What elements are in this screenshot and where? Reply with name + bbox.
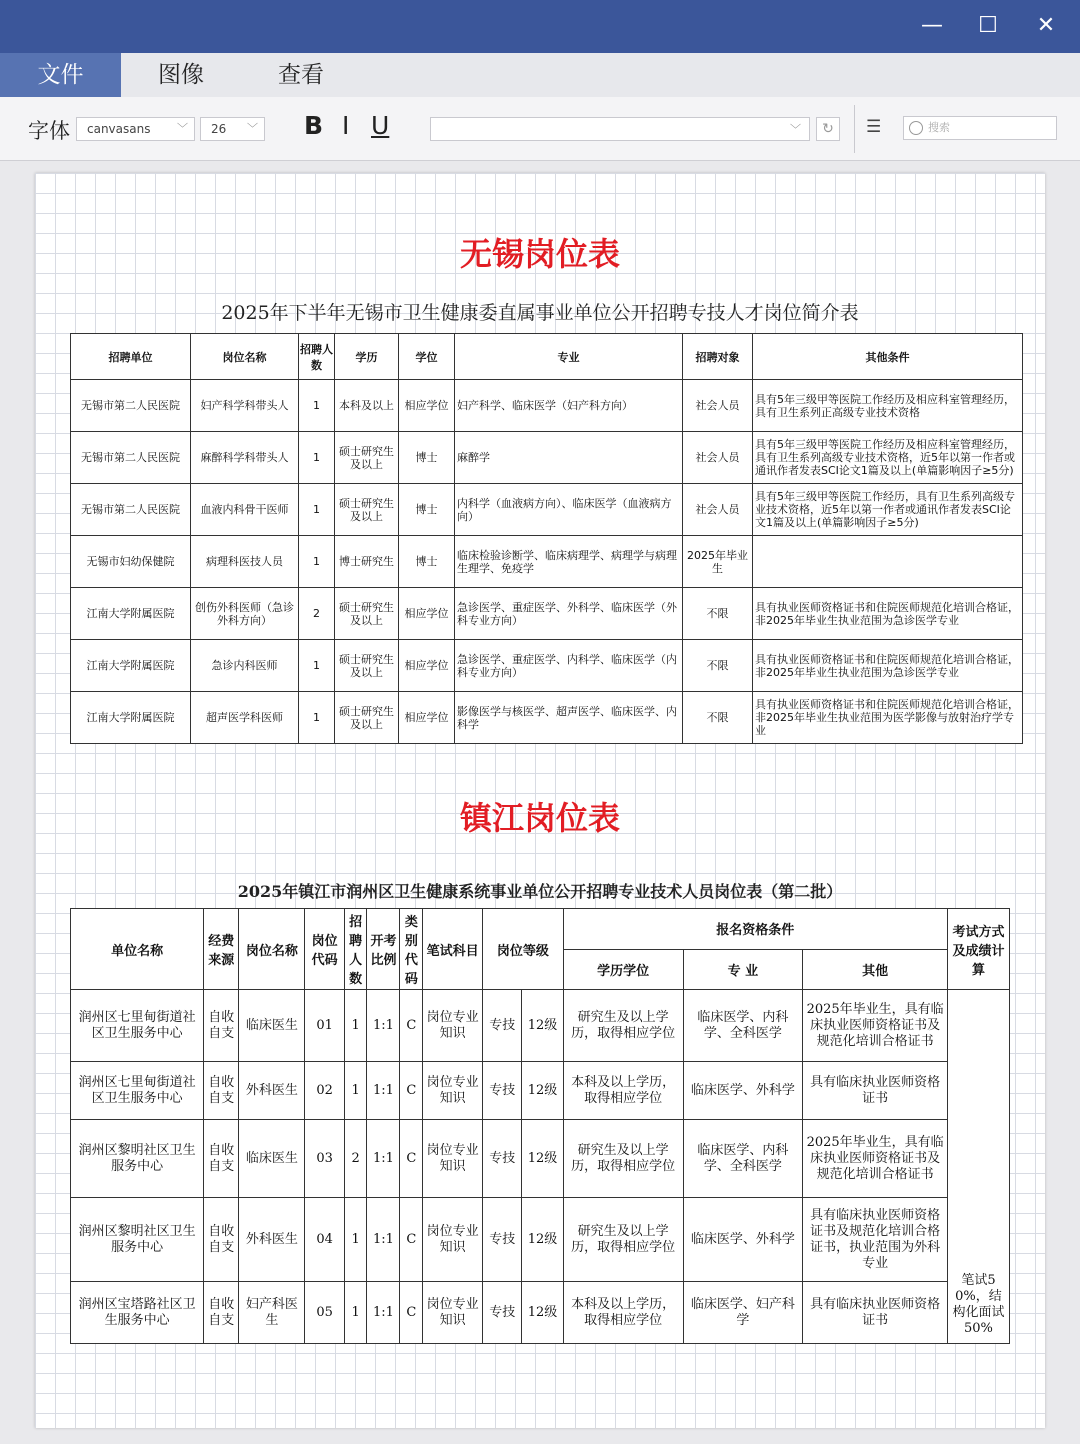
table-row [71,432,1023,484]
method-note: 笔试50%，结构化面试50% [947,990,1009,1344]
search-placeholder: 搜索 [928,121,950,134]
table-cell: 专技 [483,1198,522,1282]
table-cell: 岗位专业知识 [423,1198,483,1282]
table-row [71,692,1023,744]
table-cell: 1 [299,640,335,692]
table-cell: 相应学位 [399,588,455,640]
table-cell: 内科学（血液病方向）、临床医学（血液病方向） [455,484,683,536]
table-cell: 麻醉科学科带头人 [191,432,299,484]
table-cell: 妇产科学科带头人 [191,380,299,432]
search-input[interactable] [903,116,1057,140]
table-cell: 博士 [399,432,455,484]
table-cell: 12级 [522,1282,563,1344]
table-cell: 2025年毕业生，具有临床执业医师资格证书及规范化培训合格证书 [803,990,948,1062]
table-cell: 硕士研究生及以上 [335,640,399,692]
table-cell: 研究生及以上学历，取得相应学位 [563,1120,683,1198]
menu-file[interactable]: 文件 [0,53,121,97]
table-row [71,990,1010,1062]
table-cell: 自收自支 [204,1198,239,1282]
table-cell: 博士 [399,536,455,588]
table-cell: 硕士研究生及以上 [335,588,399,640]
table-header-cell: 经费来源 [204,909,239,990]
table-cell: 1 [344,1062,367,1120]
table-header-cell: 报名资格条件 [563,909,947,950]
menu-image[interactable]: 图像 [158,62,204,88]
table-cell: 2025年毕业生 [683,536,753,588]
table-header-cell: 招聘人数 [344,909,367,990]
table-header-cell: 招聘对象 [683,334,753,380]
table-cell: 临床医学、内科学、全科医学 [683,1120,803,1198]
table-cell: 润州区黎明社区卫生服务中心 [71,1120,204,1198]
table-header-row [71,909,1010,950]
table-cell: 岗位专业知识 [423,1062,483,1120]
search-icon [909,121,923,135]
table-cell: 具有执业医师资格证书和住院医师规范化培训合格证，非2025年毕业生执业范围为急诊医学专业 [753,640,1023,692]
table-cell: 具有5年三级甲等医院工作经历及相应科室管理经历，具有卫生系列正高级专业技术资格 [753,380,1023,432]
table-cell: 急诊内科医师 [191,640,299,692]
table-cell: 1 [344,1198,367,1282]
table-cell: 具有5年三级甲等医院工作经历，具有卫生系列高级专业技术资格，近5年以第一作者或通讯作者发表SCI论文1篇及以上(单篇影响因子≥5分) [753,484,1023,536]
table-header-cell: 学历 [335,334,399,380]
table-cell: 润州区七里甸街道社区卫生服务中心 [71,990,204,1062]
table-cell: 江南大学附属医院 [71,640,191,692]
table-row [71,1282,1010,1344]
table-header-cell: 专业 [455,334,683,380]
table-cell: 04 [305,1198,344,1282]
table-header-cell: 学历学位 [563,949,683,990]
table-header-cell: 岗位名称 [191,334,299,380]
table-cell: 无锡市第二人民医院 [71,432,191,484]
table-cell: 岗位专业知识 [423,990,483,1062]
table-cell: 1 [299,432,335,484]
table-header-cell: 其他 [803,949,948,990]
zhenjiang-table [70,908,1010,1344]
table-cell: 创伤外科医师（急诊外科方向） [191,588,299,640]
table-cell: 具有临床执业医师资格证书 [803,1062,948,1120]
table-header-cell: 岗位等级 [483,909,564,990]
table-cell: 1 [344,1282,367,1344]
table-cell: 具有执业医师资格证书和住院医师规范化培训合格证，非2025年毕业生执业范围为医学影像与放射治疗学专业 [753,692,1023,744]
table-cell: 01 [305,990,344,1062]
table-cell: C [400,1120,423,1198]
table-cell: 相应学位 [399,380,455,432]
font-size-value: 26 [211,122,227,136]
table-header-cell: 考试方式及成绩计算 [947,909,1009,990]
underline-button[interactable]: U [371,111,390,140]
bold-button[interactable]: B [304,111,324,140]
table-cell: 1:1 [367,1062,400,1120]
table-cell: 妇产科学、临床医学（妇产科方向） [455,380,683,432]
table-cell: 具有5年三级甲等医院工作经历及相应科室管理经历，具有卫生系列高级专业技术资格，近5年以第一作者或通讯作者发表SCI论文1篇及以上(单篇影响因子≥5分) [753,432,1023,484]
table-cell: 妇产科医生 [239,1282,305,1344]
table-cell: 临床检验诊断学、临床病理学、病理学与病理生理学、免疫学 [455,536,683,588]
table-header-cell: 招聘人数 [299,334,335,380]
table-cell: C [400,1282,423,1344]
table-cell: 05 [305,1282,344,1344]
table-cell: 自收自支 [204,1282,239,1344]
table-cell: C [400,990,423,1062]
table-cell: 江南大学附属医院 [71,588,191,640]
table-cell: 江南大学附属医院 [71,692,191,744]
wuxi-section-title: 无锡岗位表 [459,235,620,273]
table-cell: 岗位专业知识 [423,1282,483,1344]
table-cell: 2025年毕业生，具有临床执业医师资格证书及规范化培训合格证书 [803,1120,948,1198]
table-cell: 血液内科骨干医师 [191,484,299,536]
title-bar [0,0,1080,53]
table-header-cell: 专 业 [683,949,803,990]
table-row [71,588,1023,640]
table-cell: 1:1 [367,1282,400,1344]
table-header-cell: 开考比例 [367,909,400,990]
document-canvas [35,173,1045,1428]
chevron-down-icon: ﹀ [177,122,188,135]
table-cell: 润州区七里甸街道社区卫生服务中心 [71,1062,204,1120]
list-icon[interactable]: ☰ [866,117,882,137]
table-cell: 影像医学与核医学、超声医学、临床医学、内科学 [455,692,683,744]
table-cell: 外科医生 [239,1198,305,1282]
wuxi-table [70,333,1023,744]
table-cell: 无锡市第二人民医院 [71,380,191,432]
table-cell: 12级 [522,990,563,1062]
table-header-cell: 其他条件 [753,334,1023,380]
table-cell: 02 [305,1062,344,1120]
table-cell: 博士 [399,484,455,536]
table-cell: 社会人员 [683,432,753,484]
table-row [71,380,1023,432]
toolbar [0,97,1080,161]
table-row [71,484,1023,536]
table-cell: 本科及以上学历，取得相应学位 [563,1282,683,1344]
menu-bar [0,53,1080,97]
table-cell: 本科及以上学历，取得相应学位 [563,1062,683,1120]
table-cell: 麻醉学 [455,432,683,484]
table-row [71,640,1023,692]
table-cell: 1 [344,990,367,1062]
table-cell: 相应学位 [399,640,455,692]
table-cell: 专技 [483,1282,522,1344]
italic-button[interactable]: I [342,111,350,140]
table-cell: 本科及以上 [335,380,399,432]
table-cell: 临床医学、妇产科学 [683,1282,803,1344]
font-label: 字体 [28,119,70,143]
table-row [71,1198,1010,1282]
table-cell: 硕士研究生及以上 [335,692,399,744]
table-cell: 润州区黎明社区卫生服务中心 [71,1198,204,1282]
zhenjiang-subtitle: 2025年镇江市润州区卫生健康系统事业单位公开招聘专业技术人员岗位表（第二批） [237,882,843,901]
table-cell: 临床医学、内科学、全科医学 [683,990,803,1062]
table-cell: 急诊医学、重症医学、外科学、临床医学（外科专业方向） [455,588,683,640]
zhenjiang-section-title: 镇江岗位表 [459,799,620,837]
table-cell: 研究生及以上学历，取得相应学位 [563,1198,683,1282]
table-cell: 03 [305,1120,344,1198]
table-cell: 急诊医学、重症医学、内科学、临床医学（内科专业方向） [455,640,683,692]
table-header-cell: 笔试科目 [423,909,483,990]
table-cell: 具有临床执业医师资格证书及规范化培训合格证书，执业范围为外科专业 [803,1198,948,1282]
table-cell: 12级 [522,1062,563,1120]
table-header-cell: 学位 [399,334,455,380]
table-cell: 润州区宝塔路社区卫生服务中心 [71,1282,204,1344]
font-family-value: canvasans [87,122,151,136]
table-cell: 相应学位 [399,692,455,744]
font-size-select[interactable] [200,117,265,141]
table-header-cell: 单位名称 [71,909,204,990]
table-cell: 专技 [483,1120,522,1198]
table-cell: 具有临床执业医师资格证书 [803,1282,948,1344]
close-icon[interactable]: ✕ [1036,13,1056,38]
table-cell: 2 [344,1120,367,1198]
table-cell: 不限 [683,588,753,640]
table-cell: 临床医学、外科学 [683,1198,803,1282]
table-cell: 硕士研究生及以上 [335,484,399,536]
menu-view[interactable]: 查看 [278,62,324,88]
table-cell: 临床医学、外科学 [683,1062,803,1120]
table-cell: 无锡市妇幼保健院 [71,536,191,588]
table-cell: 岗位专业知识 [423,1120,483,1198]
table-cell: 1 [299,536,335,588]
chevron-down-icon: ﹀ [247,122,258,135]
table-cell: 不限 [683,692,753,744]
table-cell: 1:1 [367,1198,400,1282]
table-cell: 临床医生 [239,990,305,1062]
table-row [71,536,1023,588]
table-cell: 自收自支 [204,1120,239,1198]
table-header-cell: 岗位名称 [239,909,305,990]
table-cell: 1:1 [367,990,400,1062]
table-row [71,1062,1010,1120]
table-cell: 博士研究生 [335,536,399,588]
table-cell: 1 [299,484,335,536]
address-input[interactable] [430,117,810,141]
table-header-cell: 岗位代码 [305,909,344,990]
table-header-cell: 招聘单位 [71,334,191,380]
table-cell: 专技 [483,1062,522,1120]
table-row [71,1120,1010,1198]
table-cell: 社会人员 [683,484,753,536]
maximize-icon[interactable]: ☐ [978,13,998,38]
table-header-cell: 类别代码 [400,909,423,990]
table-header-row [71,334,1023,380]
table-cell: 12级 [522,1120,563,1198]
table-cell: 专技 [483,990,522,1062]
table-cell: 2 [299,588,335,640]
table-cell: 外科医生 [239,1062,305,1120]
table-cell: 病理科医技人员 [191,536,299,588]
table-cell: 临床医生 [239,1120,305,1198]
font-family-select[interactable] [76,117,195,141]
table-cell: C [400,1198,423,1282]
minimize-icon[interactable]: — [921,13,943,38]
table-cell: 自收自支 [204,1062,239,1120]
table-cell [753,536,1023,588]
table-cell: 1 [299,380,335,432]
table-cell: 硕士研究生及以上 [335,432,399,484]
table-cell: 不限 [683,640,753,692]
table-cell: 研究生及以上学历，取得相应学位 [563,990,683,1062]
wuxi-subtitle: 2025年下半年无锡市卫生健康委直属事业单位公开招聘专技人才岗位简介表 [221,302,859,324]
table-cell: 具有执业医师资格证书和住院医师规范化培训合格证，非2025年毕业生执业范围为急诊医学专业 [753,588,1023,640]
chevron-down-icon: ﹀ [790,123,801,136]
table-cell: 12级 [522,1198,563,1282]
table-cell: 1 [299,692,335,744]
table-cell: 1:1 [367,1120,400,1198]
table-cell: 超声医学科医师 [191,692,299,744]
refresh-icon[interactable]: ↻ [816,117,840,141]
toolbar-divider [854,105,855,153]
table-cell: 无锡市第二人民医院 [71,484,191,536]
table-cell: C [400,1062,423,1120]
table-cell: 社会人员 [683,380,753,432]
table-cell: 自收自支 [204,990,239,1062]
